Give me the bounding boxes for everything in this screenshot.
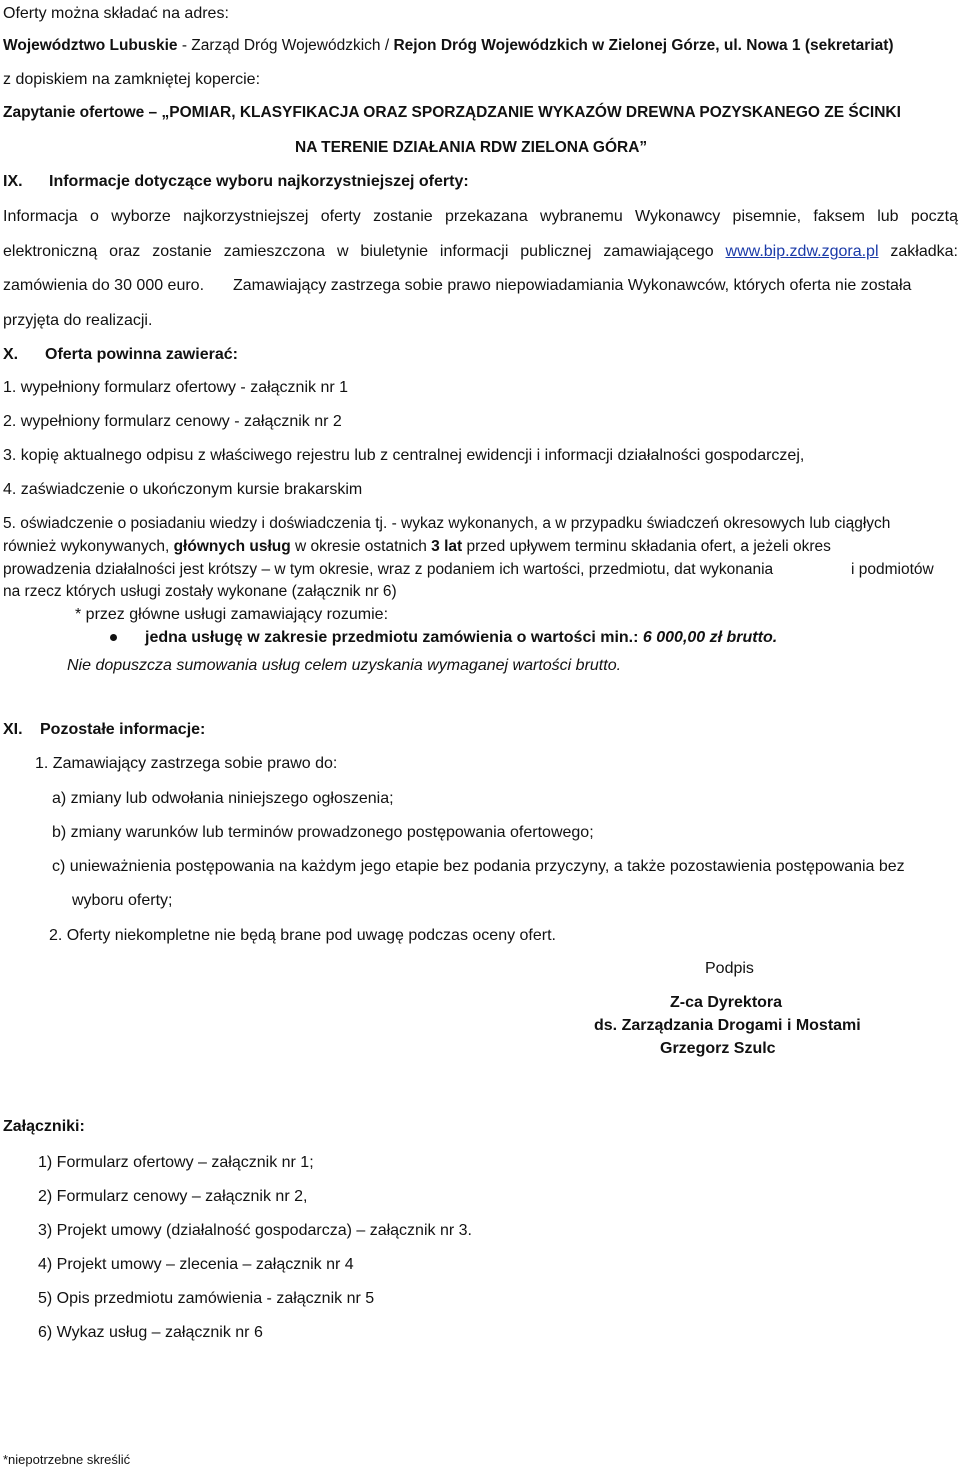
offer-item-5-line4: na rzecz których usługi zostały wykonane (załącznik nr 6) — [3, 583, 397, 600]
item5-text-c: w okresie ostatnich — [295, 538, 427, 555]
inquiry-label: Zapytanie ofertowe – — [3, 104, 158, 121]
section-9-reservation: Zamawiający zastrzega sobie prawo niepowiadamiania Wykonawców, których oferta nie została — [233, 277, 912, 294]
section-9-paragraph-line1: Informacja o wyborze najkorzystniejszej oferty zostanie przekazana wybranemu Wykonawcy pisemnie, faksem lub pocztą — [3, 208, 958, 225]
reservation-item-2: 2. Oferty niekompletne nie będą brane pod uwagę podczas oceny ofert. — [49, 927, 556, 944]
offer-item-5-line3-end: i podmiotów — [851, 561, 934, 578]
item5-years: 3 lat — [431, 538, 463, 555]
reservation-c: c) unieważnienia postępowania na każdym jego etapie bez podania przyczyny, a także pozostawienia postępowania bez — [52, 858, 905, 875]
attachments-heading: Załączniki: — [3, 1118, 85, 1135]
attachment-item: 2) Formularz cenowy – załącznik nr 2, — [38, 1188, 308, 1205]
signature-label: Podpis — [705, 960, 754, 977]
inquiry-title-line1: „POMIAR, KLASYFIKACJA ORAZ SPORZĄDZANIE WYKAZÓW DREWNA POZYSKANEGO ZE ŚCINKI — [161, 104, 901, 121]
reservation-a: a) zmiany lub odwołania niniejszego ogłoszenia; — [52, 790, 394, 807]
section-9-paragraph-line2 — [3, 242, 958, 262]
inquiry-title-line2: NA TERENIE DZIAŁANIA RDW ZIELONA GÓRA” — [295, 139, 648, 156]
main-services-note: * przez główne usługi zamawiający rozumie: — [75, 606, 389, 623]
section-9-threshold: zamówienia do 30 000 euro. — [3, 277, 205, 294]
attachment-item: 1) Formularz ofertowy – załącznik nr 1; — [38, 1154, 314, 1171]
offer-item-1: 1. wypełniony formularz ofertowy - załącznik nr 1 — [3, 379, 349, 396]
address-office: - Zarząd Dróg Wojewódzkich / — [177, 37, 394, 54]
section-9-heading: Informacje dotyczące wyboru najkorzystniejszej oferty: — [49, 173, 469, 190]
section-9-paragraph-line4: przyjęta do realizacji. — [3, 312, 153, 329]
offer-item-5-line3: prowadzenia działalności jest krótszy – w tym okresie, wraz z podaniem ich wartości, przedmiotu, dat wykonania — [3, 561, 774, 578]
definition-text: jedna usługę w zakresie przedmiotu zamówienia o wartości min.: — [145, 629, 639, 646]
address-intro: Oferty można składać na adres: — [3, 5, 229, 22]
signature-name: Grzegorz Szulc — [660, 1040, 776, 1057]
bullet-icon — [110, 634, 117, 641]
attachment-item: 4) Projekt umowy – zlecenia – załącznik nr 4 — [38, 1256, 354, 1273]
section-9-number: IX. — [3, 173, 23, 190]
attachment-item: 3) Projekt umowy (działalność gospodarcza) – załącznik nr 3. — [38, 1222, 472, 1239]
address-district: Rejon Dróg Wojewódzkich w Zielonej Górze, ul. Nowa 1 (sekretariat) — [393, 37, 894, 54]
definition-value: 6 000,00 zł brutto. — [642, 629, 778, 646]
offer-item-4: 4. zaświadczenie o ukończonym kursie brakarskim — [3, 481, 363, 498]
item5-main-services: głównych usług — [173, 538, 291, 555]
main-services-definition — [145, 628, 777, 648]
reservation-item-1: 1. Zamawiający zastrzega sobie prawo do: — [35, 755, 338, 772]
offer-item-3: 3. kopię aktualnego odpisu z właściwego rejestru lub z centralnej ewidencji i informacji działalności gospodarczej, — [3, 447, 805, 464]
section-10-heading: Oferta powinna zawierać: — [45, 346, 238, 363]
section-11-number: XI. — [3, 721, 23, 738]
footnote: *niepotrzebne skreślić — [3, 1452, 131, 1467]
attachment-item: 6) Wykaz usług – załącznik nr 6 — [38, 1324, 263, 1341]
item5-text-a: również wykonywanych, — [3, 538, 170, 555]
address-line — [3, 36, 894, 56]
section-11-heading: Pozostałe informacje: — [40, 721, 206, 738]
section-10-number: X. — [3, 346, 19, 363]
section-9-tab-label: zakładka: — [890, 243, 958, 260]
offer-item-2: 2. wypełniony formularz cenowy - załącznik nr 2 — [3, 413, 342, 430]
signature-role2: ds. Zarządzania Drogami i Mostami — [594, 1017, 861, 1034]
section-9-text: elektroniczną oraz zostanie zamieszczona w biuletynie informacji publicznej zamawiającego — [3, 243, 714, 260]
item5-text-e: przed upływem terminu składania ofert, a jeżeli okres — [466, 538, 831, 555]
signature-role1: Z-ca Dyrektora — [670, 994, 783, 1011]
reservation-c-cont: wyboru oferty; — [72, 892, 173, 909]
attachment-item: 5) Opis przedmiotu zamówienia - załącznik nr 5 — [38, 1290, 375, 1307]
bip-link[interactable]: www.bip.zdw.zgora.pl — [725, 243, 879, 260]
offer-item-5: 5. oświadczenie o posiadaniu wiedzy i doświadczenia tj. - wykaz wykonanych, a w przypadku świadczeń okresowych lub ciągłych — [3, 515, 891, 532]
address-region: Województwo Lubuskie — [3, 37, 178, 54]
inquiry-subject — [3, 103, 901, 123]
no-summing-note: Nie dopuszcza sumowania usług celem uzyskania wymaganej wartości brutto. — [67, 657, 622, 674]
reservation-b: b) zmiany warunków lub terminów prowadzonego postępowania ofertowego; — [52, 824, 594, 841]
address-note: z dopiskiem na zamkniętej kopercie: — [3, 71, 261, 88]
offer-item-5-line2 — [3, 537, 831, 557]
